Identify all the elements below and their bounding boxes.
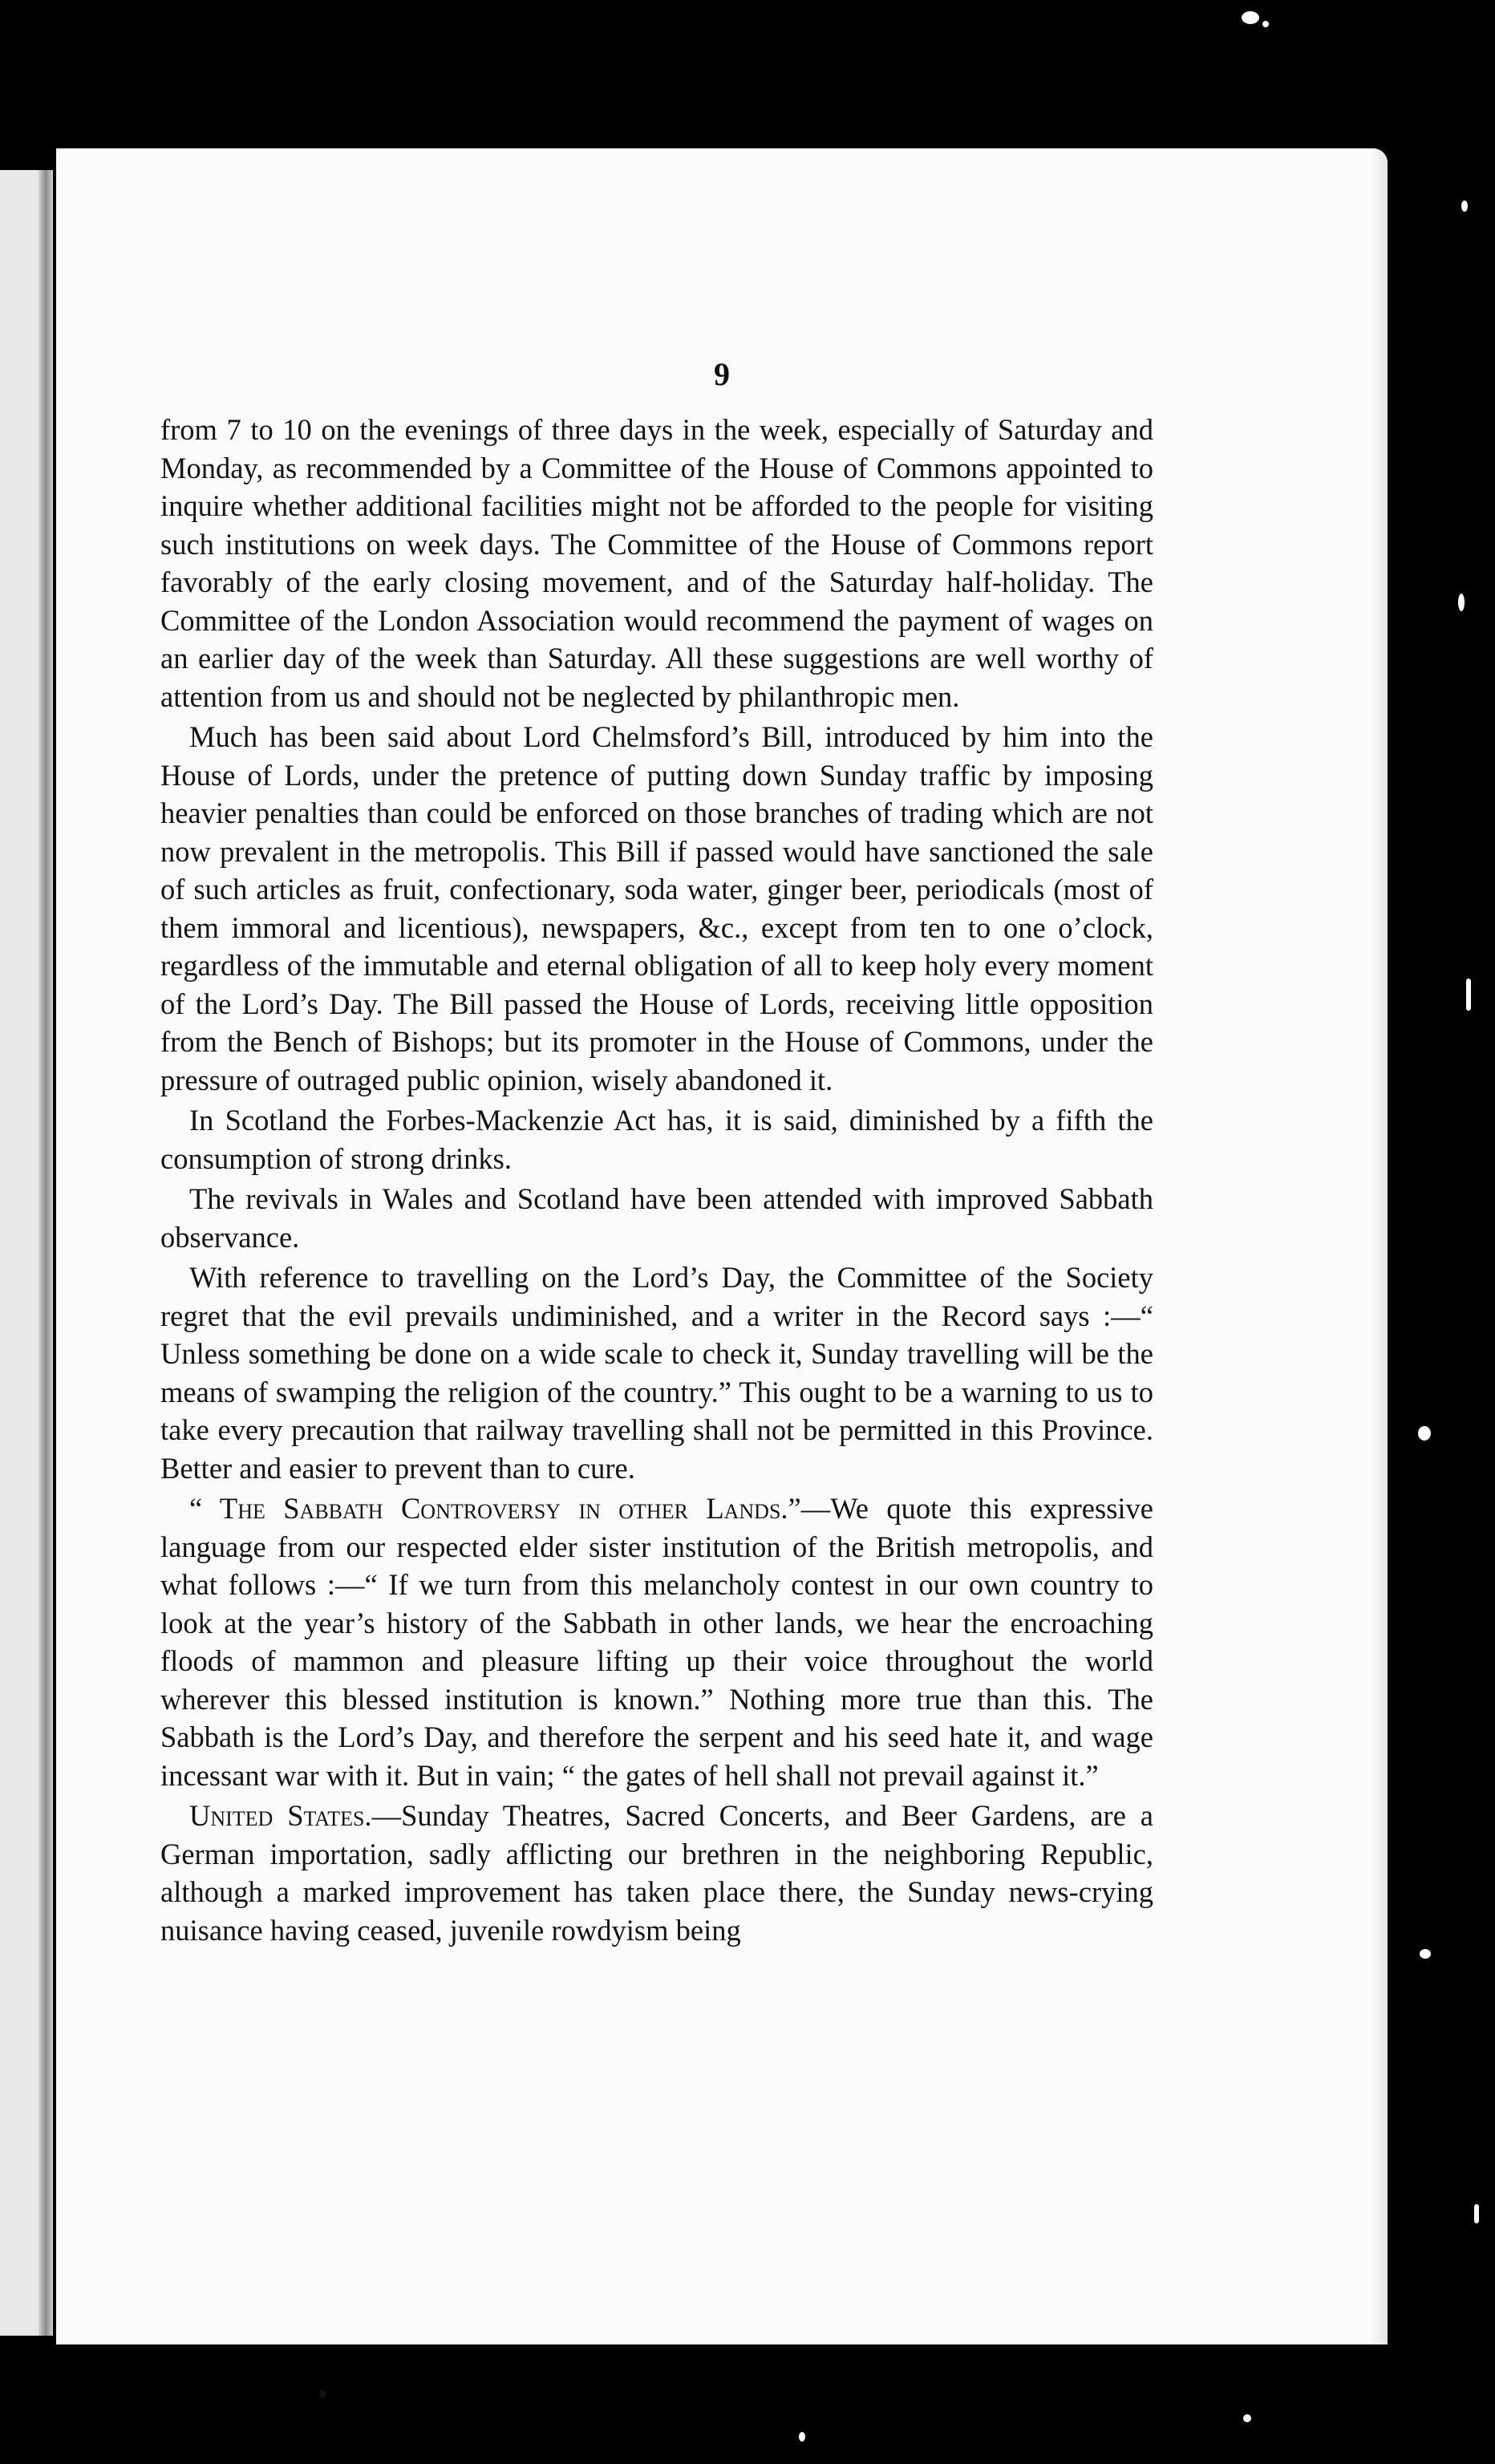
scan-speck xyxy=(1466,979,1471,1011)
page-body xyxy=(160,411,1153,1949)
paragraph-7 xyxy=(160,1797,1153,1949)
page-number: 9 xyxy=(714,356,730,392)
scan-speck xyxy=(799,2432,805,2442)
scan-speck xyxy=(1243,2414,1251,2422)
paragraph-1: from 7 to 10 on the evenings of three days in the week, especially of Saturday and Monday, as recommended by a Committee of the House of Commons appointed to inquire whether additional facilities might not be afforded to the people for visiting such institutions on week days. The Committee of the House of Commons report favorably of the early closing movement, and of the Saturday half-holiday. The Committee of the London Association would recommend the payment of wages on an earlier day of the week than Saturday. All these suggestions are well worthy of attention from us and should not be neglected by philanthropic men. xyxy=(160,413,1153,713)
book-gutter xyxy=(38,170,53,2336)
scan-speck xyxy=(1458,594,1465,611)
ink-speck xyxy=(319,2390,326,2398)
paragraph-2: Much has been said about Lord Chelmsford’s Bill, introduced by him into the House of Lords, under the pretence of putting down Sunday traffic by imposing heavier penalties than could be enforced on those branches of trading which are not now prevalent in the metropolis. This Bill if passed would have sanctioned the sale of such articles as fruit, confectionary, soda water, ginger beer, periodicals (most of them immoral and licentious), newspapers, &c., except from ten to one o’clock, regardless of the immutable and eternal obligation of all to keep holy every moment of the Lord’s Day. The Bill passed the House of Lords, receiving little opposition from the Bench of Bishops; but its promoter in the House of Commons, under the pressure of outraged public opinion, wisely abandoned it. xyxy=(160,720,1153,1096)
paragraph-5: With reference to travelling on the Lord’s Day, the Committee of the Society regret that the evil prevails undiminished, and a writer in the Record says :—“ Unless something be done on a wide scale to check it, Sunday travelling will be the means of swamping the religion of the country.” This ought to be a warning to us to take every precaution that railway travelling shall not be permitted in this Province. Better and easier to prevent than to cure. xyxy=(160,1261,1153,1485)
page-edge-shadow xyxy=(1371,148,1388,2344)
scan-speck xyxy=(1461,201,1468,212)
book-page xyxy=(56,148,1388,2344)
paragraph-7-text: —Sunday Theatres, Sacred Concerts, and Beer Gardens, are a German importation, sadly afflicting our brethren in the neighboring Republic, although a marked improvement has taken place there, the Sunday news-crying nuisance having ceased, juvenile rowdyism being xyxy=(160,1799,1153,1947)
section-heading-united-states: United States. xyxy=(189,1799,372,1832)
paragraph-3: In Scotland the Forbes-Mackenzie Act has, it is said, diminished by a fifth the consumption of strong drinks. xyxy=(160,1104,1153,1175)
paragraph-4: The revivals in Wales and Scotland have been attended with improved Sabbath observance. xyxy=(160,1182,1153,1254)
paragraph-6-text: —We quote this expressive language from our respected elder sister institution of the British metropolis, and what follows :—“ If we turn from this melancholy contest in our own country to look at the year’s history of the Sabbath in other lands, we hear the encroaching floods of mammon and pleasure lifting up their voice throughout the world wherever this blessed institution is known.” Nothing more true than this. The Sabbath is the Lord’s Day, and therefore the serpent and his seed hate it, and wage incessant war with it. But in vain; “ the gates of hell shall not prevail against it.” xyxy=(160,1492,1153,1792)
section-heading-sabbath-controversy: “ The Sabbath Controversy in other Lands.” xyxy=(189,1492,801,1525)
scan-speck xyxy=(1420,1949,1431,1959)
scan-speck xyxy=(1418,1426,1431,1441)
scan-speck xyxy=(1242,11,1259,24)
scan-speck xyxy=(1474,2204,1479,2223)
paragraph-6 xyxy=(160,1489,1153,1794)
scan-speck xyxy=(1262,21,1269,27)
